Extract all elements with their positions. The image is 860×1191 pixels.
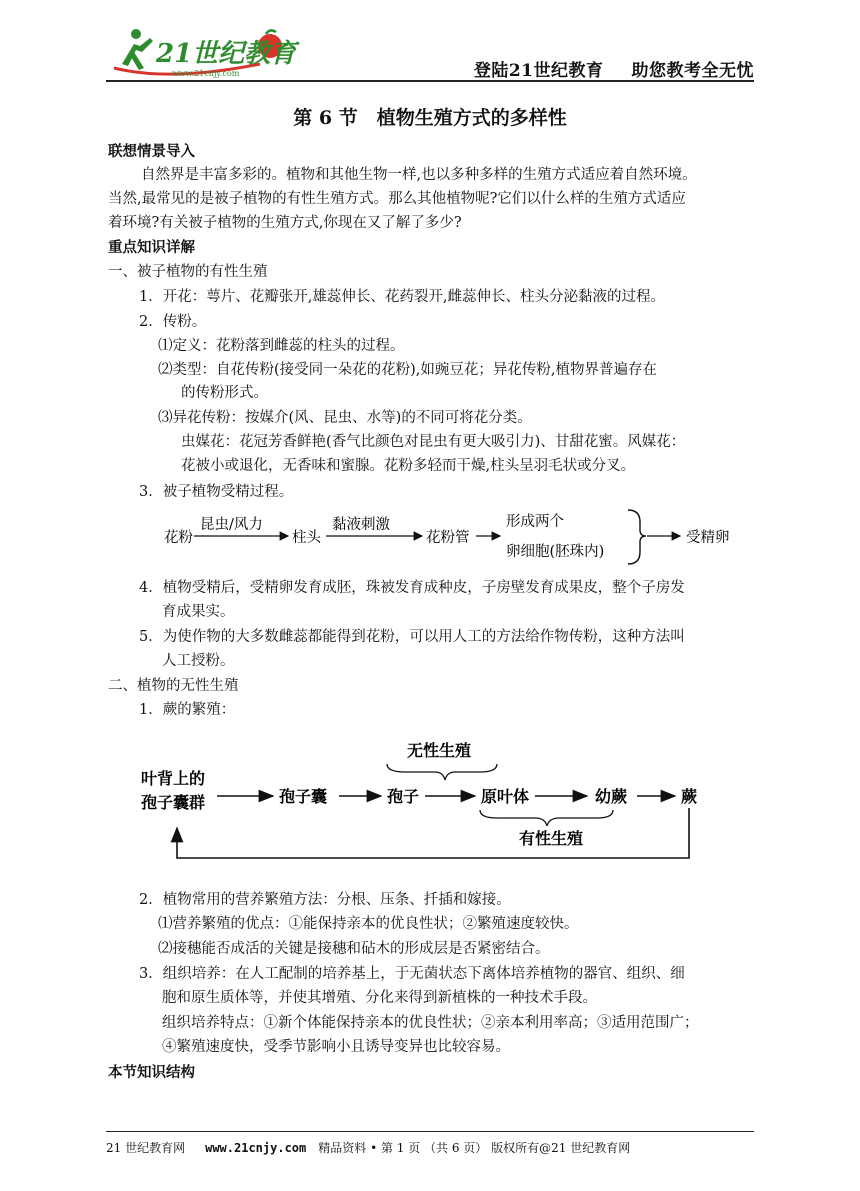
intro-paragraph-line1: 自然界是丰富多彩的。植物和其他生物一样,也以多种多样的生殖方式适应着自然环境。 [141,167,697,183]
fern-sexual-brace [480,810,613,826]
item-tissue-culture-line1: 3．组织培养：在人工配制的培养基上，于无菌状态下离体培养植物的器官、组织、细 [139,966,685,982]
item-tissue-culture-features-line1: 组织培养特点：①新个体能保持亲本的优良性状；②亲本利用率高；③适用范围广； [162,1015,699,1031]
item-tissue-culture-features-line2: ④繁殖速度快，受季节影响小且诱导变异也比较容易。 [162,1039,510,1055]
logo-text: 21世纪教育 [156,39,297,69]
fern-sporangium: 孢子囊 [279,787,328,806]
item-pollination: 2．传粉。 [139,314,207,330]
fern-fern: 蕨 [681,787,698,806]
item-artificial-pollination-line1: 5．为使作物的大多数雌蕊都能得到花粉，可以用人工的方法给作物传粉，这种方法叫 [139,629,685,645]
fern-prothallus: 原叶体 [481,787,530,806]
item-grafting-key: ⑵接穗能否成活的关键是接穗和砧木的形成层是否紧密结合。 [158,941,550,957]
item-vegetative-methods: 2．植物常用的营养繁殖方法：分根、压条、扦插和嫁接。 [139,892,511,908]
diagram-pollen-tube: 花粉管 [426,530,470,546]
diagram-egg-cell: 卵细胞(胚珠内) [506,544,605,560]
page-title: 第 6 节 植物生殖方式的多样性 [293,107,567,129]
item-insect-wind-line1: 虫媒花：花冠芳香鲜艳(香气比颜色对昆虫有更大吸引力)、甘甜花蜜。风媒花： [181,434,686,450]
part1-heading: 一、被子植物的有性生殖 [108,264,268,280]
diagram-brace [628,510,646,564]
diagram-arrow2-label: 黏液刺激 [332,517,390,533]
item-after-fertilization-line2: 育成果实。 [162,604,235,620]
item-insect-wind-line2: 花被小或退化，无香味和蜜腺。花粉多轻而干燥,柱头呈羽毛状或分叉。 [181,458,636,474]
item-flowering: 1．开花：萼片、花瓣张开,雄蕊伸长、花药裂开,雌蕊伸长、柱头分泌黏液的过程。 [139,289,665,305]
fern-sexual-label: 有性生殖 [519,829,584,848]
diagram-result: 受精卵 [686,530,730,546]
item-pollination-definition: ⑴定义：花粉落到雌蕊的柱头的过程。 [158,338,405,354]
part2-heading: 二、植物的无性生殖 [108,678,239,694]
logo-url: www.21cnjy.com [172,69,240,78]
fern-asexual-brace [387,764,497,780]
fern-asexual-label: 无性生殖 [407,741,472,760]
key-knowledge-heading: 重点知识详解 [108,239,195,256]
header-slogan-login: 登陆21世纪教育 [473,61,604,81]
fern-young-fern: 幼蕨 [595,787,628,806]
intro-heading: 联想情景导入 [108,143,195,160]
header-slogan-help: 助您教考全无忧 [631,61,754,81]
item-cross-pollination: ⑶异花传粉：按媒介(风、昆虫、水等)的不同可将花分类。 [158,410,532,426]
diagram-arrow1-label: 昆虫/风力 [200,517,263,533]
footer-site: 21 世纪教育网 [106,1141,186,1155]
knowledge-structure-heading: 本节知识结构 [108,1064,195,1081]
header-slogan [474,56,754,81]
item-artificial-pollination-line2: 人工授粉。 [162,653,235,669]
fern-spore: 孢子 [387,787,420,806]
fertilization-diagram [150,506,750,570]
site-logo[interactable] [110,24,300,80]
logo-graphic [110,24,300,80]
footer-page-info: 精品资料 • 第 1 页 （共 6 页） 版权所有@21 世纪教育网 [318,1141,631,1155]
fern-sorus-line1: 叶背上的 [141,769,206,788]
fern-cycle-return-arrow [177,808,689,858]
fern-reproduction-diagram [135,732,725,864]
item-fern-reproduction: 1．蕨的繁殖： [139,702,236,718]
item-pollination-types-line2: 的传粉形式。 [181,385,268,401]
header-divider [106,80,754,82]
item-after-fertilization-line1: 4．植物受精后，受精卵发育成胚，珠被发育成种皮，子房壁发育成果皮，整个子房发 [139,580,685,596]
fern-sorus-line2: 孢子囊群 [141,793,206,812]
diagram-stigma: 柱头 [292,530,321,546]
item-vegetative-advantages: ⑴营养繁殖的优点：①能保持亲本的优良性状；②繁殖速度较快。 [158,916,579,932]
item-tissue-culture-line2: 胞和原生质体等，并使其增殖、分化来得到新植株的一种技术手段。 [162,990,597,1006]
footer-url-link[interactable]: www.21cnjy.com [205,1141,307,1155]
page-footer [106,1139,630,1156]
diagram-form-two: 形成两个 [506,514,564,530]
diagram-pollen: 花粉 [164,530,193,546]
item-fertilization: 3．被子植物受精过程。 [139,484,294,500]
intro-paragraph-line3: 着环境?有关被子植物的生殖方式,你现在又了解了多少? [108,215,462,231]
footer-divider [106,1131,754,1132]
item-pollination-types-line1: ⑵类型：自花传粉(接受同一朵花的花粉),如豌豆花；异花传粉,植物界普遍存在 [158,362,658,378]
intro-paragraph-line2: 当然,最常见的是被子植物的有性生殖方式。那么其他植物呢?它们以什么样的生殖方式适应 [108,191,686,207]
